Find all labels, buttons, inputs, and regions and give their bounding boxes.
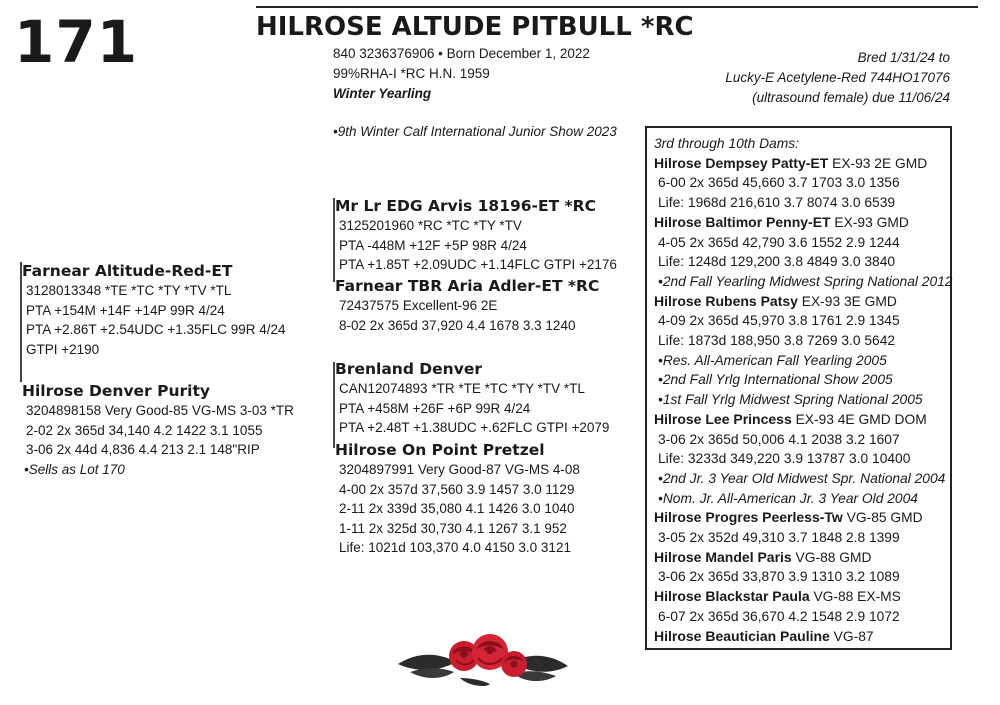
sire-block (22, 261, 286, 359)
ancestor-dam-7: Hilrose Progres Peerless-Tw VG-85 GMD (654, 509, 923, 526)
ancestor-dams-box (645, 126, 952, 650)
dam-line-3: 3-06 2x 44d 4,836 4.4 213 2.1 148"RIP (26, 442, 260, 457)
dam-line-1: 3204898158 Very Good-85 VG-MS 3-03 *TR (26, 403, 294, 418)
genetics-line: 99%RHA-I *RC H.N. 1959 (333, 66, 490, 81)
ancestor-dam-5: Hilrose Rubens Patsy EX-93 3E GMD (654, 292, 897, 309)
dam-block (22, 381, 294, 479)
ancestor-dam-6-note-2: •Nom. Jr. All-American Jr. 3 Year Old 2004 (658, 490, 918, 506)
dam-sire-line-2: PTA +458M +26F +6P 99R 4/24 (339, 400, 531, 416)
bred-service-sire: Lucky-E Acetylene-Red 744HO17076 (725, 70, 950, 85)
sire-sire-block (335, 196, 617, 275)
ancestor-dam-3-record-2: Life: 1968d 216,610 3.7 8074 3.0 6539 (658, 195, 896, 211)
dam-dam-line-4: 1-11 2x 325d 30,730 4.1 1267 3.1 952 (339, 520, 567, 536)
dam-dam-line-3: 2-11 2x 339d 35,080 4.1 1426 3.0 1040 (339, 501, 575, 516)
ancestor-dam-4-record-2: Life: 1248d 129,200 3.8 4849 3.0 3840 (658, 254, 896, 270)
ancestor-dam-5-note-1: •Res. All-American Fall Yearling 2005 (658, 352, 887, 368)
sire-dam-name: Farnear TBR Aria Adler-ET *RC (335, 277, 600, 295)
ancestor-dam-5-record-2: Life: 1873d 188,950 3.8 7269 3.0 5642 (658, 333, 896, 349)
dam-line-2: 2-02 2x 365d 34,140 4.2 1422 3.1 1055 (26, 422, 263, 438)
sire-line-4: GTPI +2190 (26, 341, 100, 357)
dam-dam-line-5: Life: 1021d 103,370 4.0 4150 3.0 3121 (339, 540, 571, 555)
show-award: •9th Winter Calf International Junior Show 2023 (333, 124, 617, 139)
sire-sire-line-2: PTA -448M +12F +5P 98R 4/24 (339, 237, 527, 253)
dam-dam-block (335, 440, 580, 558)
ancestor-dam-3: Hilrose Dempsey Patty-ET EX-93 2E GMD (654, 154, 928, 171)
dam-sire-block (335, 359, 609, 438)
sire-name: Farnear Altitude-Red-ET (22, 262, 233, 280)
dam-sire-line-3: PTA +2.48T +1.38UDC +.62FLC GTPI +2079 (339, 420, 610, 435)
dam-dam-line-2: 4-00 2x 357d 37,560 3.9 1457 3.0 1129 (339, 481, 575, 497)
ancestor-dam-5-record-1: 4-09 2x 365d 45,970 3.8 1761 2.9 1345 (658, 313, 900, 329)
dam-dam-name: Hilrose On Point Pretzel (335, 441, 545, 459)
ancestor-dam-4-record-1: 4-05 2x 365d 42,790 3.6 1552 2.9 1244 (658, 234, 900, 250)
ancestor-dam-9-record-1: 6-07 2x 365d 36,670 4.2 1548 2.9 1072 (658, 608, 900, 624)
sire-line-1: 3128013348 *TE *TC *TY *TV *TL (26, 283, 232, 298)
sire-sire-name: Mr Lr EDG Arvis 18196-ET *RC (335, 197, 596, 215)
dam-note: •Sells as Lot 170 (24, 461, 125, 477)
animal-name: HILROSE ALTUDE PITBULL *RC (256, 12, 694, 42)
ancestor-dam-6-record-2: Life: 3233d 349,220 3.9 13787 3.0 10400 (658, 451, 911, 467)
sire-sire-line-1: 3125201960 *RC *TC *TY *TV (339, 218, 522, 233)
bred-due-date: (ultrasound female) due 11/06/24 (752, 90, 950, 105)
registration-line: 840 3236376906 • Born December 1, 2022 (333, 46, 590, 61)
lot-number: 171 (14, 8, 139, 76)
header-rule (256, 6, 978, 8)
bred-date: Bred 1/31/24 to (857, 50, 950, 65)
ancestor-dam-6-record-1: 3-06 2x 365d 50,006 4.1 2038 3.2 1607 (658, 431, 900, 447)
sire-line-3: PTA +2.86T +2.54UDC +1.35FLC 99R 4/24 (26, 322, 286, 337)
ancestor-dam-6: Hilrose Lee Princess EX-93 4E GMD DOM (654, 410, 927, 427)
ancestor-dam-10: Hilrose Beautician Pauline VG-87 (654, 627, 874, 644)
sire-dam-block (335, 276, 599, 335)
sire-sire-line-3: PTA +1.85T +2.09UDC +1.14FLC GTPI +2176 (339, 257, 617, 272)
dam-name: Hilrose Denver Purity (22, 382, 210, 400)
dam-sire-name: Brenland Denver (335, 360, 482, 378)
ancestor-dam-6-note-1: •2nd Jr. 3 Year Old Midwest Spr. National 2004 (658, 470, 946, 486)
ancestor-dam-7-record-1: 3-05 2x 352d 49,310 3.7 1848 2.8 1399 (658, 530, 900, 546)
dams-heading: 3rd through 10th Dams: (654, 136, 799, 151)
sire-line-2: PTA +154M +14F +14P 99R 4/24 (26, 302, 225, 318)
ancestor-dam-4: Hilrose Baltimor Penny-ET EX-93 GMD (654, 213, 909, 230)
sire-dam-line-2: 8-02 2x 365d 37,920 4.4 1678 3.3 1240 (339, 317, 576, 333)
ancestor-dam-3-record-1: 6-00 2x 365d 45,660 3.7 1703 3.0 1356 (658, 175, 900, 191)
roses-icon (390, 628, 575, 690)
ancestor-dam-4-note-1: •2nd Fall Yearling Midwest Spring National 2012 (658, 273, 953, 289)
sire-dam-line-1: 72437575 Excellent-96 2E (339, 298, 498, 313)
ancestor-dam-9: Hilrose Blackstar Paula VG-88 EX-MS (654, 588, 901, 605)
dam-sire-line-1: CAN12074893 *TR *TE *TC *TY *TV *TL (339, 381, 585, 396)
ancestor-dam-5-note-3: •1st Fall Yrlg Midwest Spring National 2005 (658, 392, 923, 408)
ancestor-dam-8: Hilrose Mandel Paris VG-88 GMD (654, 548, 872, 565)
class-line: Winter Yearling (333, 86, 432, 101)
ancestor-dam-5-note-2: •2nd Fall Yrlg International Show 2005 (658, 372, 893, 388)
dam-dam-line-1: 3204897991 Very Good-87 VG-MS 4-08 (339, 462, 580, 477)
ancestor-dam-8-record-1: 3-06 2x 365d 33,870 3.9 1310 3.2 1089 (658, 569, 900, 585)
